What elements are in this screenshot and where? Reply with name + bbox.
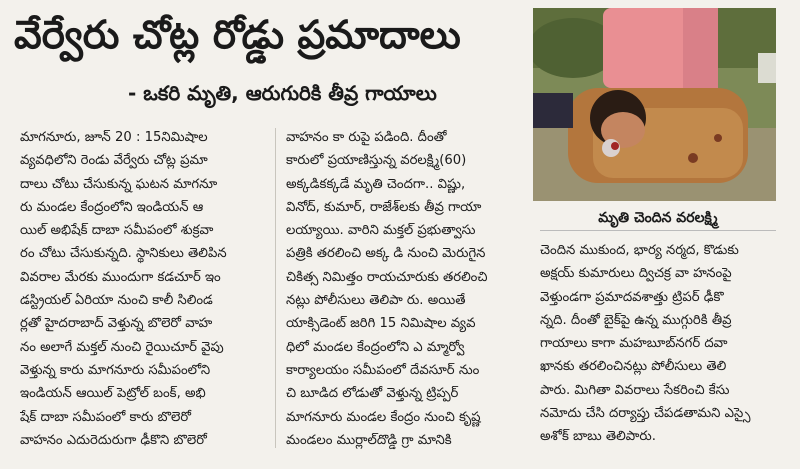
article-column-3	[540, 239, 780, 449]
article-text-line: చి బూడిద లోడుతో వెళ్తున్న ట్రిప్పర్	[286, 386, 459, 402]
photo-caption: మృతి చెందిన వరలక్ష్మి	[540, 206, 776, 231]
article-text-line: వ్యవధిలోని రెండు వేర్వేరు చోట్ల ప్రమా	[20, 153, 208, 169]
article-text-line: యిల్ అభిషేక్ దాబా సమీపంలో శుక్రవా	[20, 223, 214, 239]
article-text-line: అక్షయ్ కుమారులు ద్విచక్ర వా హనంపై	[540, 266, 732, 282]
article-text-line: పారు. మిగితా వివరాలు సేకరించి కేసు	[540, 382, 730, 398]
article-text-line: నట్లు పోలీసులు తెలిపా రు. అయితే	[286, 293, 466, 309]
article-text-line: చికిత్స నిమిత్తం రాయచూరుకు తరలించి	[286, 269, 488, 285]
article-text-line: రం చోటు చేసుకున్నది. స్థానికులు తెలిపిన	[20, 246, 227, 262]
article-text-line: న్నది. దీంతో బైక్‌పై ఉన్న ముగ్గురికి తీవ్ర	[540, 312, 732, 328]
article-column-2	[286, 126, 530, 452]
article-column-1	[20, 126, 258, 452]
article-text-line: నమోదు చేసి దర్యాప్తు చేపడతామని ఎస్సై	[540, 406, 751, 422]
article-text-line: మాగనూరు మండల కేంద్రం నుంచి కృష్ణ	[286, 409, 481, 425]
subheadline: - ఒకరి మృతి, ఆరుగురికి తీవ్ర గాయాలు	[128, 81, 437, 105]
article-text-line: ఇండియన్ ఆయిల్ పెట్రోల్ బంక్, అభి	[20, 386, 206, 402]
article-text-line: ర్లతో హైదరాబాద్ వెళ్తున్న బొలెరో వాహ	[20, 316, 213, 332]
article-text-line: యాక్సిడెంట్ జరిగి 15 నిమిషాల వ్యవ	[286, 316, 476, 332]
article-text-line: మాగనూరు, జూన్ 20 : 15నిమిషాల	[20, 130, 208, 145]
article-text-line: ధిలో మండల కేంద్రంలోని ఎ మ్మార్వో	[286, 339, 465, 355]
article-text-line: రు మండల కేంద్రంలోని ఇండియన్ ఆ	[20, 199, 204, 215]
article-text-line: లయ్యాయి. వారిని మక్తల్ ప్రభుత్వాసు	[286, 223, 476, 239]
article-text-line: అశోక్ బాబు తెలిపారు.	[540, 429, 656, 445]
article-text-line: వాహనం కా రుపై పడింది. దీంతో	[286, 130, 447, 145]
article-text-line: చెందిన ముకుంద, భార్య నర్మద, కొడుకు	[540, 243, 739, 258]
article-text-line: కారులో ప్రయాణిస్తున్న వరలక్ష్మి(60)	[286, 153, 467, 169]
article-text-line: ఖానకు తరలించినట్లు పోలీసులు తెలి	[540, 359, 727, 375]
article-text-line: షేక్ దాబా సమీపంలో కారు బొలెరో	[20, 409, 191, 425]
headline: వేర్వేరు చోట్ల రోడ్డు ప్రమాదాలు	[14, 13, 461, 58]
article-text-line: మండలం ముర్లాల్‌దొడ్డి గ్రా మానికి	[286, 432, 452, 448]
article-text-line: వాహనం ఎదురెదురుగా ఢీకొని బొలెరో	[20, 432, 207, 448]
article-text-line: వివరాల మేరకు ముందుగా కడచూర్ ఇం	[20, 269, 221, 285]
accident-photo-image	[533, 8, 776, 201]
article-text-line: గాయాలు కాగా మహబూబ్‌నగర్ దవా	[540, 336, 728, 352]
article-text-line: నం అలాగే మక్తల్ నుంచి రైయిచూర్ వైపు	[20, 339, 224, 355]
column-divider	[275, 128, 276, 448]
article-text-line: వెళ్తున్న కారు మాగనూరు సమీపంలోని	[20, 362, 211, 378]
article-text-line: అక్కడికక్కడే మృతి చెందగా.. విష్ణు,	[286, 176, 466, 192]
article-text-line: దాలు చోటు చేసుకున్న ఘటన మాగనూ	[20, 176, 218, 192]
accident-photo	[533, 8, 776, 201]
article-text-line: కార్యాలయం సమీపంలో దేవసూర్ నుం	[286, 362, 480, 378]
article-text-line: పత్రికి తరలించి అక్క డి నుంచి మెరుగైన	[286, 246, 486, 262]
article-text-line: డస్ట్రియల్ ఏరియా నుంచి కాలీ సిలిండ	[20, 293, 213, 309]
article-text-line: వెళ్తుండగా ప్రమాదవశాత్తు ట్రిపర్ ఢీకొ	[540, 289, 724, 305]
article-text-line: వినోద్, కుమార్, రాజేశ్‌లకు తీవ్ర గాయా	[286, 199, 482, 215]
